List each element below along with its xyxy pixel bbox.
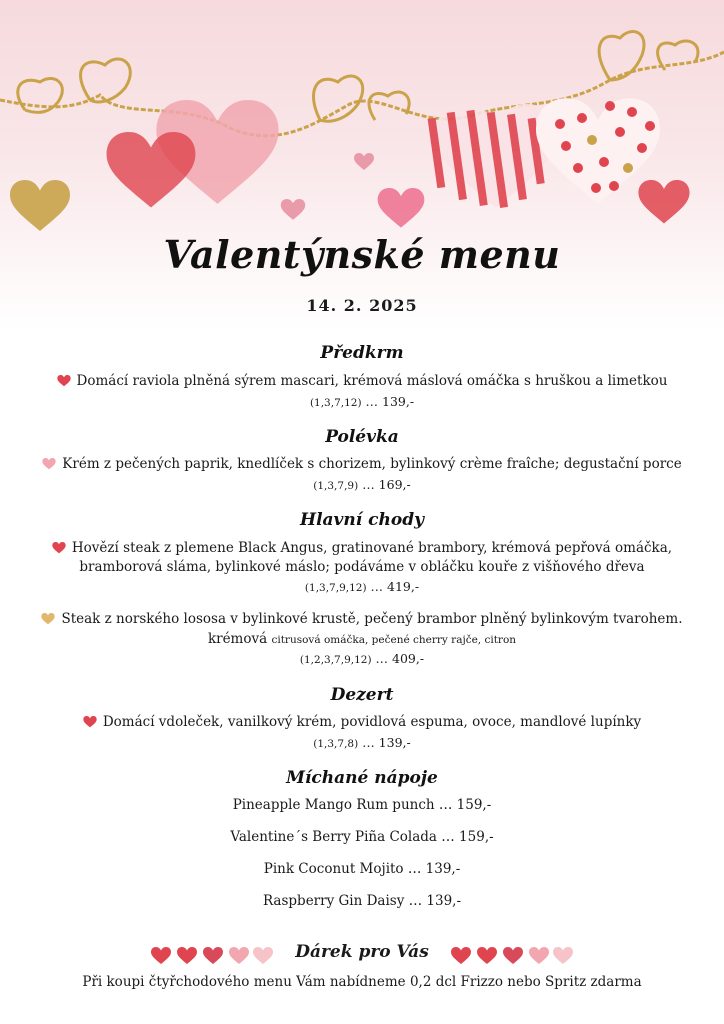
hearts-row-right-icon (450, 945, 574, 965)
price-line-main-1: (1,3,7,9,12) … 419,- (304, 579, 420, 594)
heart-icon (52, 542, 66, 554)
price-line-starter: (1,3,7,12) … 139,- (309, 394, 415, 409)
section-heading-soup: Polévka (325, 427, 399, 447)
heart-icon (41, 613, 55, 625)
gift-text: Při koupi čtyřchodového menu Vám nabídneme 0,2 dcl Frizzo nebo Spritz zdarma (82, 974, 642, 990)
hearts-row-left-icon (150, 945, 274, 965)
menu-item-main-1-cont: bramborová sláma, bylinkové máslo; podáváme v obláčku kouře z višňového dřeva (79, 559, 645, 575)
menu-item-dessert: Domácí vdoleček, vanilkový krém, povidlová espuma, ovoce, mandlové lupínky (0, 713, 724, 731)
gift-heading: Dárek pro Vás (295, 942, 429, 962)
heart-icon (57, 375, 71, 387)
section-heading-drinks: Míchané nápoje (286, 768, 438, 788)
section-heading-dessert: Dezert (330, 685, 394, 705)
drink-item: Raspberry Gin Daisy … 139,- (262, 893, 462, 909)
section-heading-mains: Hlavní chody (300, 510, 424, 530)
menu-title: Valentýnské menu (163, 232, 561, 277)
price-line-main-2: (1,2,3,7,9,12) … 409,- (299, 651, 425, 666)
menu-date: 14. 2. 2025 (306, 296, 418, 315)
hearts-decoration (0, 0, 724, 330)
section-heading-starter: Předkrm (320, 343, 404, 363)
menu-item-soup: Krém z pečených paprik, knedlíček s chorizem, bylinkový crème fraîche; degustační porce (0, 455, 724, 473)
menu-item-main-1: Hovězí steak z plemene Black Angus, gratinované brambory, krémová pepřová omáčka, (0, 539, 724, 557)
menu-item-main-2-cont: krémová citrusová omáčka, pečené cherry rajče, citron (207, 631, 517, 647)
menu-item-starter: Domácí raviola plněná sýrem mascari, krémová máslová omáčka s hruškou a limetkou (0, 372, 724, 390)
price-line-dessert: (1,3,7,8) … 139,- (313, 735, 411, 750)
heart-icon (42, 458, 56, 470)
drink-item: Pineapple Mango Rum punch … 159,- (232, 797, 492, 813)
heart-icon (83, 716, 97, 728)
gift-heading-row (0, 942, 724, 965)
menu-item-main-2: Steak z norského lososa v bylinkové krustě, pečený brambor plněný bylinkovým tvarohem. (0, 610, 724, 628)
price-line-soup: (1,3,7,9) … 169,- (313, 477, 411, 492)
drink-item: Pink Coconut Mojito … 139,- (263, 861, 461, 877)
drink-item: Valentine´s Berry Piña Colada … 159,- (230, 829, 494, 845)
